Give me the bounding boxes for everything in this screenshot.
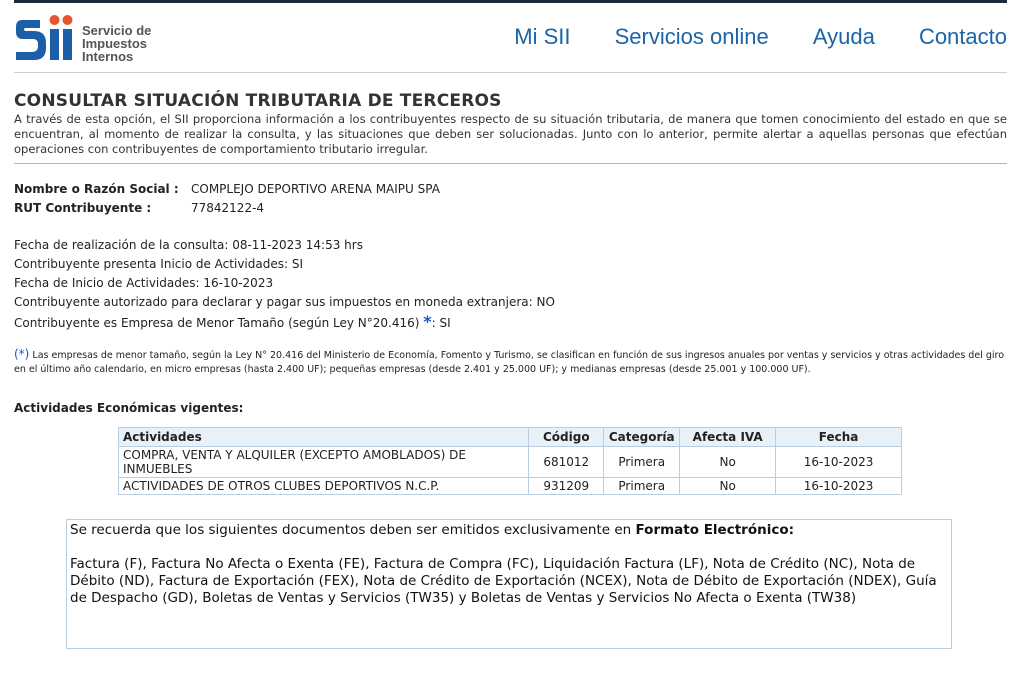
col-categoria: Categoría	[604, 428, 680, 447]
nav-servicios-online[interactable]: Servicios online	[614, 24, 769, 49]
fecha-consulta: Fecha de realización de la consulta: 08-11-2023 14:53 hrs	[14, 238, 363, 252]
table-row	[119, 478, 902, 495]
top-bar	[14, 0, 1007, 3]
footnote	[14, 347, 1007, 377]
cell-fecha: 16-10-2023	[776, 447, 902, 478]
rut-value: 77842122-4	[191, 201, 265, 215]
site-header	[14, 8, 1007, 73]
logo-line-2: Impuestos	[82, 36, 148, 51]
sii-logo-icon	[14, 12, 78, 64]
cell-categoria: Primera	[604, 478, 680, 495]
cell-actividad: COMPRA, VENTA Y ALQUILER (EXCEPTO AMOBLADOS) DE INMUEBLES	[119, 447, 529, 478]
documentos-box	[66, 519, 952, 649]
nav-ayuda[interactable]: Ayuda	[812, 24, 875, 49]
inicio-actividades: Contribuyente presenta Inicio de Actividades: SI	[14, 257, 303, 271]
logo-line-1: Servicio de	[82, 23, 152, 38]
logo-line-3: Internos	[82, 49, 134, 64]
intro-text: A través de esta opción, el SII proporciona información a los contribuyentes respecto de su situación tributaria, de manera que tomen conocimiento del estado en que se encuentran, al momento de realizar la consulta, y las situaciones que deben ser solucionadas. Junto con lo anterior, permite alertar a aquellas personas que efectúan operaciones con contribuyentes de comportamiento tributario irregular.	[14, 112, 1007, 156]
moneda-extranjera: Contribuyente autorizado para declarar y pagar sus impuestos en moneda extranjera: NO	[14, 295, 555, 309]
actividades-table	[118, 427, 902, 495]
menor-tamano-value: : SI	[431, 316, 451, 330]
cell-fecha: 16-10-2023	[776, 478, 902, 495]
documentos-intro	[70, 522, 948, 539]
nombre-value: COMPLEJO DEPORTIVO ARENA MAIPU SPA	[191, 182, 440, 196]
documentos-list: Factura (F), Factura No Afecta o Exenta (FE), Factura de Compra (FC), Liquidación Factura (LF), Nota de Crédito (NC), Nota de Débito (ND), Factura de Exportación (FEX), Nota de Crédito de Exportación (NCEX), Nota de Débito de Exportación (NDEX), Guía de Despacho (GD), Boletas de Ventas y Servicios (TW35) y Boletas de Ventas y Servicios No Afecta o Exenta (TW38)	[70, 556, 937, 606]
cell-codigo: 681012	[529, 447, 604, 478]
fecha-inicio: Fecha de Inicio de Actividades: 16-10-2023	[14, 276, 274, 290]
documentos-intro-text: Se recuerda que los siguientes documentos deben ser emitidos exclusivamente en	[70, 522, 632, 538]
sii-logo[interactable]	[14, 12, 164, 64]
col-afecta-iva: Afecta IVA	[680, 428, 776, 447]
col-actividades: Actividades	[119, 428, 529, 447]
main-nav	[476, 24, 1007, 50]
logo-text	[82, 24, 151, 63]
cell-afecta-iva: No	[680, 478, 776, 495]
table-row	[119, 447, 902, 478]
col-fecha: Fecha	[776, 428, 902, 447]
rut-label: RUT Contribuyente :	[14, 201, 152, 215]
menor-tamano	[14, 312, 451, 331]
footnote-mark: (*)	[14, 347, 30, 361]
actividades-title: Actividades Económicas vigentes:	[14, 401, 244, 415]
cell-actividad: ACTIVIDADES DE OTROS CLUBES DEPORTIVOS N.C.P.	[119, 478, 529, 495]
cell-afecta-iva: No	[680, 447, 776, 478]
cell-categoria: Primera	[604, 447, 680, 478]
nombre-label: Nombre o Razón Social :	[14, 182, 179, 196]
section-divider	[14, 163, 1007, 164]
cell-codigo: 931209	[529, 478, 604, 495]
nav-contacto[interactable]: Contacto	[918, 24, 1007, 49]
menor-tamano-asterisk[interactable]: *	[423, 312, 432, 331]
page-title: CONSULTAR SITUACIÓN TRIBUTARIA DE TERCEROS	[14, 91, 502, 111]
nav-mi-sii[interactable]: Mi SII	[514, 24, 571, 49]
menor-tamano-text: Contribuyente es Empresa de Menor Tamaño (según Ley N°20.416)	[14, 316, 420, 330]
footnote-text: Las empresas de menor tamaño, según la Ley N° 20.416 del Ministerio de Economía, Fomento y Turismo, se clasifican en función de sus ingresos anuales por ventas y servicios y otras actividades del giro en el último año calendario, en micro empresas (hasta 2.400 UF); pequeñas empresas (desde 2.401 y 25.000 UF); y medianas empresas (desde 25.001 y 100.000 UF).	[14, 350, 1005, 375]
documentos-intro-bold: Formato Electrónico:	[635, 522, 795, 538]
table-header-row	[119, 428, 902, 447]
col-codigo: Código	[529, 428, 604, 447]
